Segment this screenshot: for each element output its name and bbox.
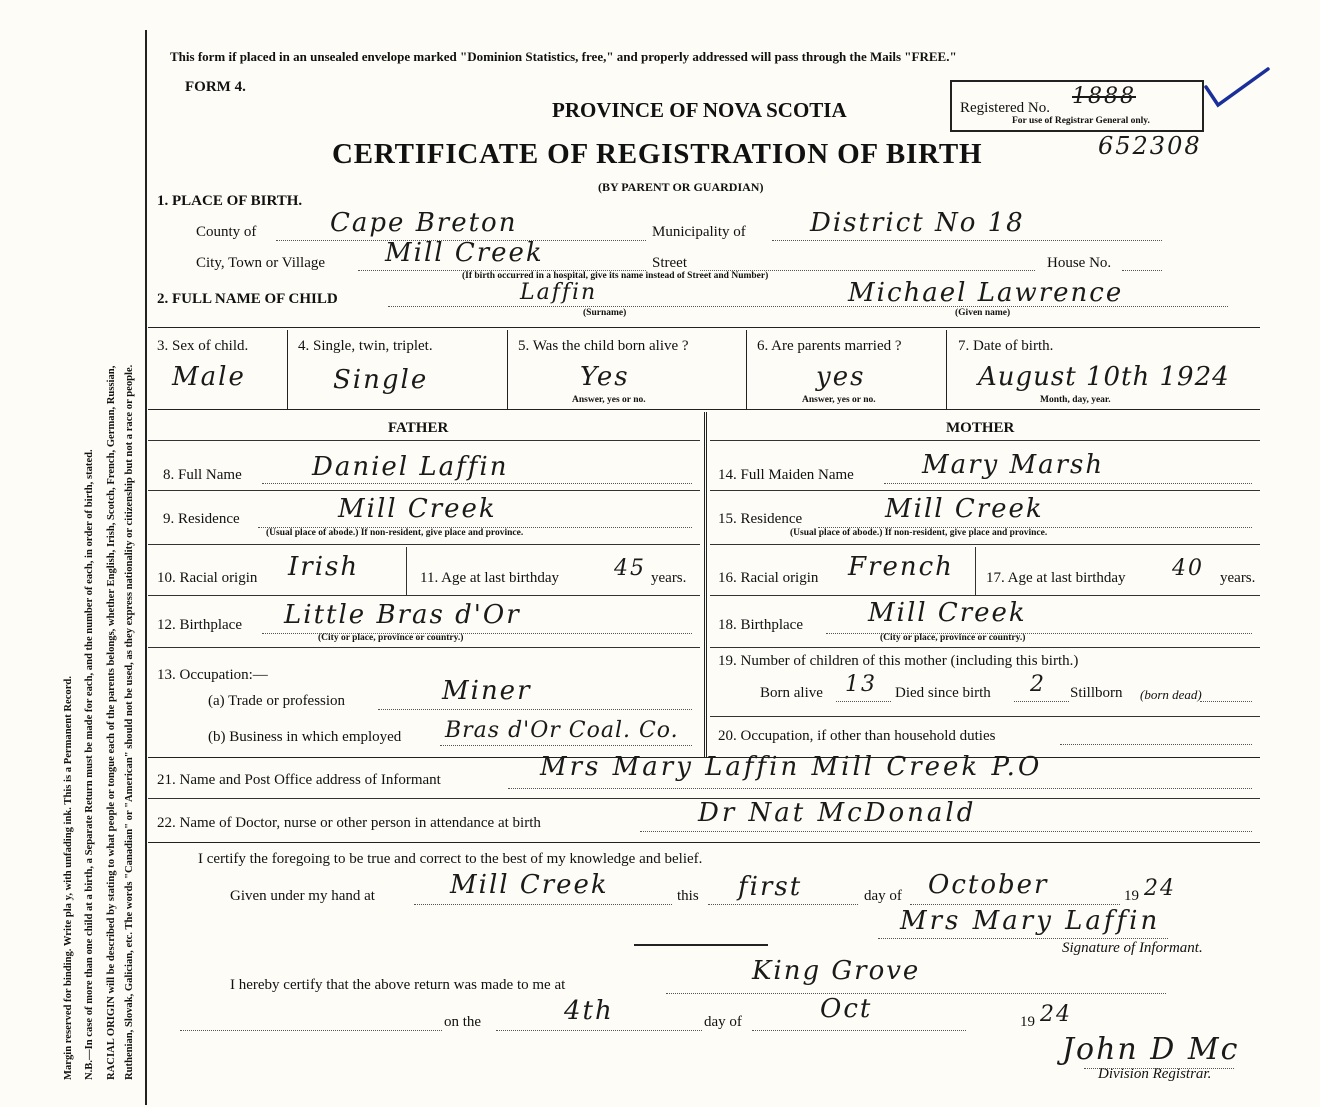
registrar-caption: Division Registrar.	[1098, 1066, 1212, 1082]
parents-married-caption: Answer, yes or no.	[802, 395, 876, 405]
father-age-label: 11. Age at last birthday	[420, 570, 559, 586]
province-title: PROVINCE OF NOVA SCOTIA	[552, 98, 847, 122]
stillborn-label: Stillborn	[1070, 685, 1123, 701]
form-number: FORM 4.	[185, 79, 246, 95]
trade-line	[378, 709, 692, 710]
rule-m5	[710, 647, 1260, 648]
father-name-label: 8. Full Name	[163, 467, 242, 483]
plurality-label: 4. Single, twin, triplet.	[298, 338, 433, 354]
parents-married-value: yes	[816, 362, 866, 392]
mail-notice: This form if placed in an unsealed envelope marked "Dominion Statistics, free," and properly addressed will pass through the Mails "FREE."	[170, 49, 957, 64]
sex-value: Male	[172, 362, 246, 392]
registrar-place-line	[666, 993, 1166, 994]
registrar-only-note: For use of Registrar General only.	[1012, 116, 1150, 126]
separator-rule	[634, 944, 768, 946]
stillborn-caption: (born dead)	[1140, 687, 1202, 702]
registered-label: Registered No.	[960, 100, 1050, 116]
month-line	[910, 904, 1120, 905]
mother-name-value: Mary Marsh	[922, 450, 1105, 480]
given-place-value: Mill Creek	[450, 870, 609, 900]
doctor-value: Dr Nat McDonald	[698, 798, 977, 828]
died-since-birth-label: Died since birth	[895, 685, 991, 701]
registrar-statement: I hereby certify that the above return was made to me at	[230, 977, 566, 993]
margin-note-binding: Margin reserved for binding. Write pla y, with unfading ink. This is a Permanent Record.	[63, 676, 74, 1080]
mother-birthplace-caption: (City or place, province or country.)	[880, 633, 1026, 643]
sex-label: 3. Sex of child.	[157, 338, 249, 354]
divider-3	[287, 330, 288, 409]
city-value: Mill Creek	[385, 238, 544, 268]
child-surname: Laffin	[520, 280, 598, 305]
born-alive-caption: Answer, yes or no.	[572, 395, 646, 405]
rule-m1	[710, 440, 1260, 441]
informant-value: Mrs Mary Laffin Mill Creek P.O	[540, 752, 1043, 782]
rule-f2	[148, 490, 700, 491]
house-label: House No.	[1047, 255, 1112, 271]
rule-f1	[148, 440, 700, 441]
registrar-month-value: Oct	[820, 994, 873, 1024]
doctor-label: 22. Name of Doctor, nurse or other person in attendance at birth	[157, 815, 541, 831]
day-line	[708, 904, 858, 905]
children-count-label: 19. Number of children of this mother (including this birth.)	[718, 653, 1079, 669]
stillborn-line	[1200, 701, 1252, 702]
registrar-year-prefix: 19	[1020, 1014, 1035, 1030]
rule-f4	[148, 595, 700, 596]
divider-racial-mother	[975, 547, 976, 595]
father-heading: FATHER	[388, 420, 449, 436]
died-since-birth-value: 2	[1030, 672, 1046, 697]
plurality-value: Single	[333, 365, 429, 395]
place-of-birth-label: 1. PLACE OF BIRTH.	[157, 193, 303, 209]
child-given-name: Michael Lawrence	[848, 278, 1124, 308]
mother-name-line	[884, 483, 1252, 484]
certify-year-prefix: 19	[1124, 888, 1139, 904]
business-value: Bras d'Or Coal. Co.	[445, 718, 679, 743]
father-years-label: years.	[651, 570, 687, 586]
surname-caption: (Surname)	[583, 308, 627, 318]
rule-f3	[148, 544, 700, 545]
mother-heading: MOTHER	[946, 420, 1015, 436]
born-alive-count-label: Born alive	[760, 685, 823, 701]
mother-residence-value: Mill Creek	[885, 494, 1044, 524]
rule-m4	[710, 595, 1260, 596]
document-subtitle: (BY PARENT OR GUARDIAN)	[598, 180, 764, 194]
rule-bottom-row3	[148, 409, 1260, 410]
father-age-value: 45	[614, 556, 646, 581]
certify-day-value: first	[738, 872, 803, 902]
registered-struck-number: 1888	[1072, 84, 1136, 109]
margin-note-multiple-births: N.B.—In case of more than one child at a birth, a Separate Return must be made for each, and the number of each, in order of birth, stated.	[84, 449, 95, 1080]
born-alive-count-value: 13	[845, 672, 877, 697]
father-abode-caption: (Usual place of abode.) If non-resident, give place and province.	[266, 528, 524, 538]
mother-years-label: years.	[1220, 570, 1256, 586]
street-label: Street	[652, 255, 687, 271]
mother-abode-caption: (Usual place of abode.) If non-resident, give place and province.	[790, 528, 1048, 538]
given-place-line	[414, 904, 672, 905]
rule-m6	[710, 716, 1260, 717]
occupation-label: 13. Occupation:—	[157, 667, 268, 683]
mother-age-value: 40	[1172, 556, 1204, 581]
trade-label: (a) Trade or profession	[208, 693, 346, 709]
registrar-day-value: 4th	[564, 996, 614, 1026]
father-racial-label: 10. Racial origin	[157, 570, 258, 586]
given-name-caption: (Given name)	[955, 308, 1011, 318]
checkmark-icon	[1200, 65, 1275, 115]
registrar-month-line	[752, 1030, 966, 1031]
registrar-day-line	[496, 1030, 702, 1031]
registrar-place-value: King Grove	[752, 956, 921, 986]
informant-line	[508, 788, 1252, 789]
divider-6	[946, 330, 947, 409]
registrar-day-of-label: day of	[704, 1014, 742, 1030]
father-residence-label: 9. Residence	[163, 511, 240, 527]
dob-label: 7. Date of birth.	[958, 338, 1054, 354]
rule-top-row3	[148, 327, 1260, 328]
county-label: County of	[196, 224, 257, 240]
margin-note-racial-origin-cont: Ruthenian, Slovak, Galician, etc. The words "Canadian" or "American" should not be used, as they express nationality or citizenship but not a race or people.	[124, 364, 135, 1080]
died-since-birth-line	[1014, 701, 1069, 702]
mother-racial-label: 16. Racial origin	[718, 570, 819, 586]
registrar-signature: John D Mc	[1062, 1032, 1240, 1067]
father-name-value: Daniel Laffin	[312, 452, 509, 482]
rule-f5	[148, 647, 700, 648]
divider-4	[507, 330, 508, 409]
mother-occupation-line	[1060, 744, 1252, 745]
informant-signature: Mrs Mary Laffin	[900, 906, 1161, 936]
born-alive-value: Yes	[580, 362, 630, 392]
rule-doctor-bottom	[148, 842, 1260, 843]
father-residence-value: Mill Creek	[338, 494, 497, 524]
dob-value: August 10th 1924	[978, 362, 1230, 392]
house-line	[1122, 270, 1162, 271]
certify-day-of-label: day of	[864, 888, 902, 904]
registrar-left-line	[180, 1030, 442, 1031]
doctor-line	[640, 831, 1252, 832]
mother-birthplace-label: 18. Birthplace	[718, 617, 803, 633]
certificate-number: 652308	[1098, 132, 1202, 160]
child-name-label: 2. FULL NAME OF CHILD	[157, 291, 338, 307]
parents-divider	[704, 412, 707, 757]
father-birthplace-label: 12. Birthplace	[157, 617, 242, 633]
given-under-hand-label: Given under my hand at	[230, 888, 375, 904]
mother-birthplace-value: Mill Creek	[868, 598, 1027, 628]
mother-name-label: 14. Full Maiden Name	[718, 467, 854, 483]
signature-line	[878, 938, 1168, 939]
business-line	[440, 745, 692, 746]
certify-month-value: October	[928, 870, 1049, 900]
informant-label: 21. Name and Post Office address of Informant	[157, 772, 441, 788]
mother-occupation-label: 20. Occupation, if other than household duties	[718, 728, 996, 744]
municipality-label: Municipality of	[652, 224, 746, 240]
certify-year-value: 24	[1144, 876, 1176, 901]
margin-rule	[145, 30, 147, 1105]
mother-racial-value: French	[848, 552, 954, 582]
certify-statement: I certify the foregoing to be true and correct to the best of my knowledge and belief.	[198, 851, 703, 867]
divider-5	[746, 330, 747, 409]
mother-age-label: 17. Age at last birthday	[986, 570, 1126, 586]
registrar-year-value: 24	[1040, 1002, 1072, 1027]
born-alive-label: 5. Was the child born alive ?	[518, 338, 689, 354]
parents-married-label: 6. Are parents married ?	[757, 338, 902, 354]
municipality-value: District No 18	[810, 208, 1025, 238]
registrar-on-label: on the	[444, 1014, 482, 1030]
hospital-note: (If birth occurred in a hospital, give its name instead of Street and Number)	[462, 271, 769, 281]
divider-racial-father	[406, 547, 407, 595]
document-title: CERTIFICATE OF REGISTRATION OF BIRTH	[332, 138, 983, 170]
registered-box	[950, 80, 1204, 132]
mother-residence-label: 15. Residence	[718, 511, 803, 527]
municipality-line	[772, 240, 1162, 241]
signature-caption: Signature of Informant.	[1062, 940, 1203, 956]
this-label: this	[677, 888, 699, 904]
father-name-line	[262, 483, 692, 484]
business-label: (b) Business in which employed	[208, 729, 402, 745]
rule-m3	[710, 544, 1260, 545]
margin-note-racial-origin: RACIAL ORIGIN will be described by stating to what people or tongue each of the parents belongs, whether English, Irish, Scotch, French, German, Russian,	[106, 365, 117, 1080]
trade-value: Miner	[442, 676, 532, 706]
dob-caption: Month, day, year.	[1040, 395, 1111, 405]
born-alive-count-line	[836, 701, 891, 702]
father-racial-value: Irish	[288, 552, 360, 582]
father-birthplace-value: Little Bras d'Or	[284, 600, 521, 630]
father-birthplace-caption: (City or place, province or country.)	[318, 633, 464, 643]
county-value: Cape Breton	[330, 208, 518, 238]
rule-m2	[710, 490, 1260, 491]
city-label: City, Town or Village	[196, 255, 326, 271]
